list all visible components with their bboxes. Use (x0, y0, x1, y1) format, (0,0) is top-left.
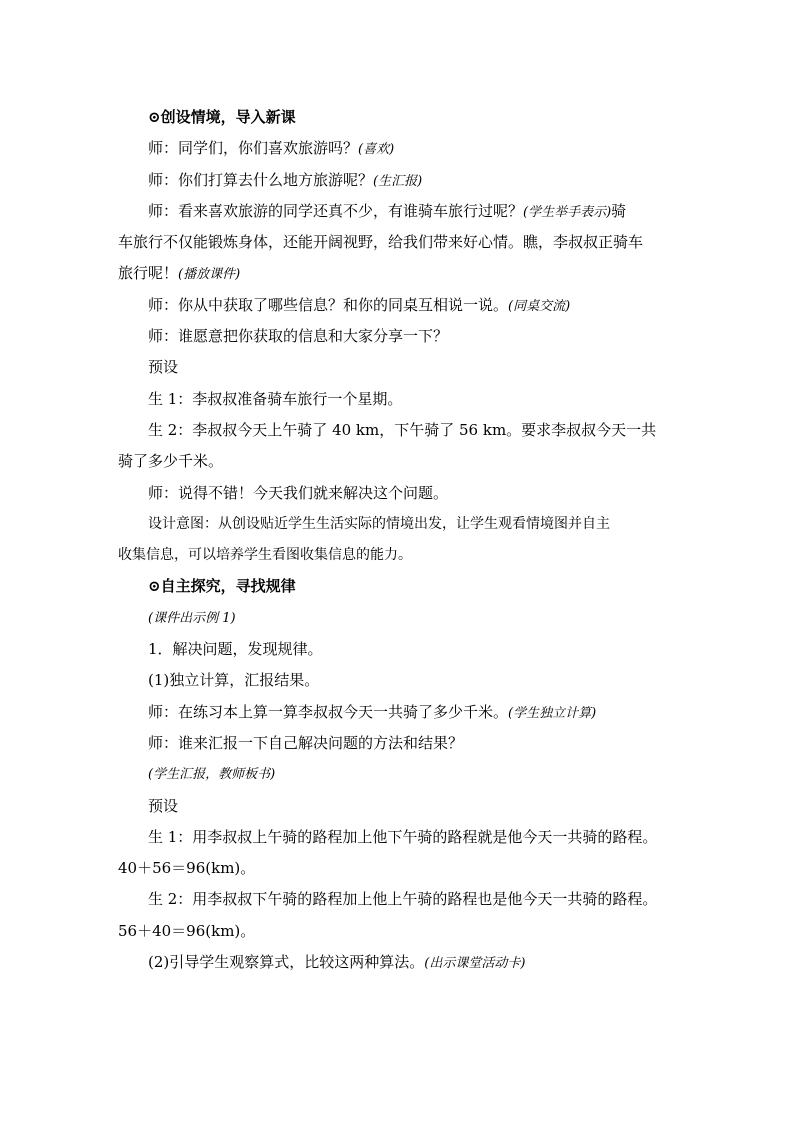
heading-text: ⊙创设情境，导入新课 (148, 108, 296, 126)
section-heading-explore (118, 575, 690, 598)
section-heading-intro (118, 106, 690, 129)
line-text: (课件出示例 1) (148, 610, 236, 626)
lesson-plan-body (118, 106, 690, 982)
design-intent-line (118, 544, 690, 567)
paragraph-line (118, 419, 690, 442)
line-text: 生 1：李叔叔准备骑车旅行一个星期。 (148, 389, 403, 408)
line-text: 师：谁来汇报一下自己解决问题的方法和结果？ (148, 733, 464, 752)
line-text: 预设 (148, 358, 179, 377)
paragraph-line (118, 669, 690, 692)
line-text: 师：你们打算去什么地方旅游呢？ (148, 170, 374, 189)
paragraph-line (118, 607, 690, 630)
paragraph-line (118, 732, 690, 755)
paragraph-line (118, 951, 690, 974)
line-text: 收集信息，可以培养学生看图收集信息的能力。 (118, 547, 412, 564)
paragraph-line (118, 262, 690, 285)
paragraph-line (118, 701, 690, 724)
paragraph-line (118, 638, 690, 661)
paragraph-line (118, 169, 690, 192)
line-note: (喜欢) (358, 142, 395, 158)
line-note: (播放课件) (178, 267, 241, 283)
line-note: (学生独立计算) (508, 705, 597, 721)
paragraph-line (118, 795, 690, 818)
paragraph-line (118, 763, 690, 786)
paragraph-line (118, 231, 690, 254)
line-text: 师：你从中获取了哪些信息？和你的同桌互相说一说。 (148, 295, 509, 314)
design-intent-line (118, 513, 690, 536)
line-note: (学生举手表示) (523, 204, 612, 220)
paragraph-line (118, 826, 690, 849)
line-text: 旅行呢！ (118, 264, 179, 283)
line-text: 车旅行不仅能锻炼身体，还能开阔视野，给我们带来好心情。瞧，李叔叔正骑车 (118, 233, 644, 252)
line-text: 师：谁愿意把你获取的信息和大家分享一下？ (148, 327, 449, 346)
paragraph-line (118, 482, 690, 505)
line-text: 40＋56＝96(km)。 (118, 859, 256, 878)
paragraph-line (118, 920, 690, 943)
heading-text: ⊙自主探究，寻找规律 (148, 577, 296, 596)
paragraph-line (118, 294, 690, 317)
paragraph-line (118, 325, 690, 348)
line-text: 师：说得不错！今天我们就来解决这个问题。 (148, 483, 449, 502)
line-text: 师：在练习本上算一算李叔叔今天一共骑了多少千米。 (148, 702, 509, 721)
paragraph-line (118, 450, 690, 473)
paragraph-line (118, 200, 690, 223)
paragraph-line (118, 388, 690, 411)
line-note: (生汇报) (373, 173, 423, 189)
paragraph-line (118, 857, 690, 880)
line-text: 生 1：用李叔叔上午骑的路程加上他下午骑的路程就是他今天一共骑的路程。 (148, 827, 658, 846)
line-text: (1)独立计算，汇报结果。 (148, 671, 320, 690)
line-note: (同桌交流) (508, 298, 571, 314)
line-text: (2)引导学生观察算式，比较这两种算法。 (148, 953, 425, 972)
line-text: 师：同学们，你们喜欢旅游吗？ (148, 139, 359, 158)
line-note: (出示课堂活动卡) (424, 956, 526, 972)
line-text: 生 2：李叔叔今天上午骑了 40 km，下午骑了 56 km。要求李叔叔今天一共 (148, 420, 657, 439)
line-text: 师：看来喜欢旅游的同学还真不少，有谁骑车旅行过呢？ (148, 201, 524, 220)
paragraph-line (118, 137, 690, 160)
line-text: 骑了多少千米。 (118, 452, 224, 471)
paragraph-line (118, 888, 690, 911)
line-text-tail: 骑 (611, 201, 627, 220)
line-text: 设计意图：从创设贴近学生生活实际的情境出发，让学生观看情境图并自主 (148, 515, 610, 532)
line-text: 56＋40＝96(km)。 (118, 921, 256, 940)
line-text: (学生汇报，教师板书) (148, 767, 276, 783)
line-text: 生 2：用李叔叔下午骑的路程加上他上午骑的路程也是他今天一共骑的路程。 (148, 890, 658, 909)
line-text: 预设 (148, 796, 179, 815)
line-text: 1．解决问题，发现规律。 (148, 640, 323, 659)
paragraph-line (118, 356, 690, 379)
